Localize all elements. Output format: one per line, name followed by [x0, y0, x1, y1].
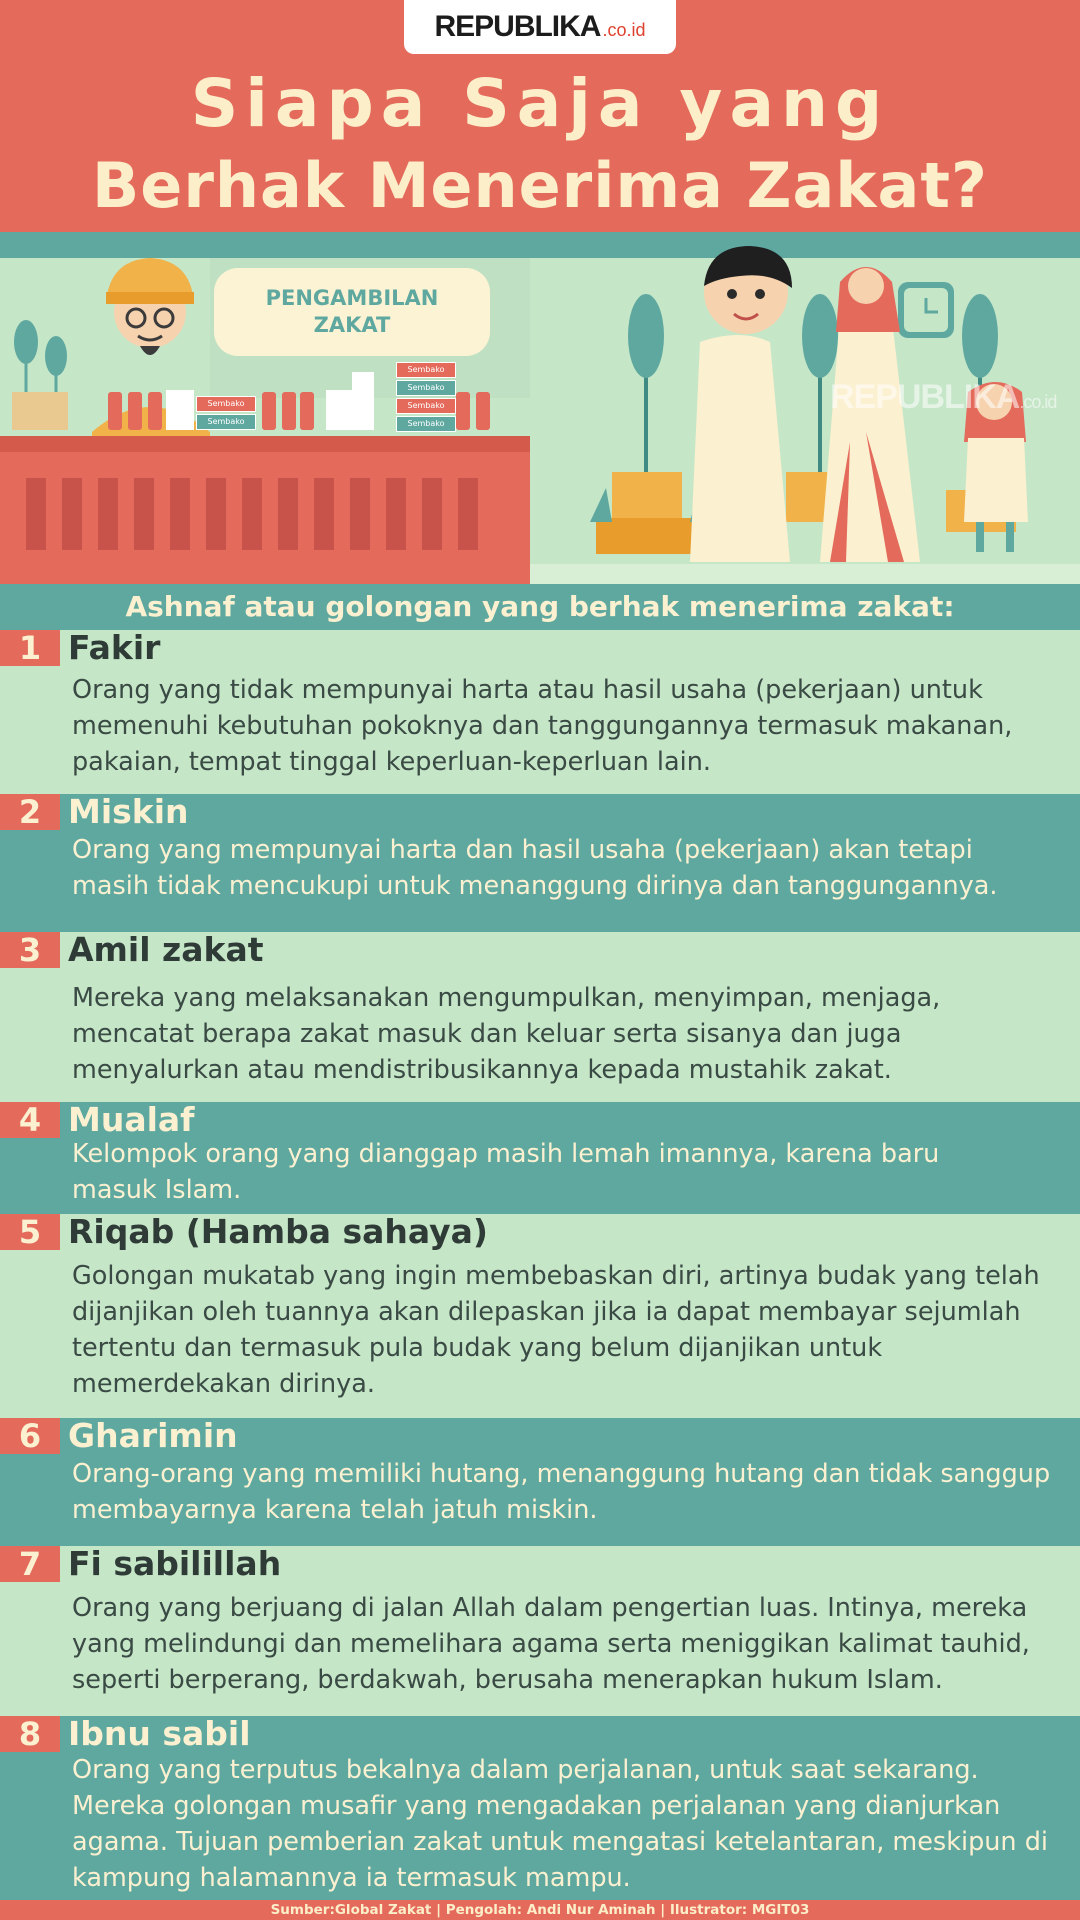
- description-line: Golongan mukatab yang ingin membebaskan diri, artinya budak yang telah: [72, 1261, 1040, 1291]
- description-line: yang melindungi dan memelihara agama serta meniggikan kalimat tauhid,: [72, 1629, 1030, 1659]
- logo-suffix: .co.id: [602, 19, 646, 40]
- item-title: Ibnu sabil: [68, 1714, 251, 1753]
- description-line: agama. Tujuan pemberian zakat untuk mengatasi ketelantaran, meskipun di: [72, 1827, 1048, 1857]
- description-line: membayarnya karena telah jatuh miskin.: [72, 1495, 598, 1525]
- item-number-badge: 6: [0, 1418, 60, 1454]
- item-description: [72, 1590, 1066, 1698]
- ashnaf-item-riqab: [0, 1214, 1080, 1418]
- source-credit: Sumber:Global Zakat | Pengolah: Andi Nur Aminah | Ilustrator: MGIT03: [0, 1900, 1080, 1920]
- description-line: Orang-orang yang memiliki hutang, menanggung hutang dan tidak sanggup: [72, 1459, 1051, 1489]
- header: [0, 0, 1080, 232]
- description-line: masih tidak mencukupi untuk menanggung dirinya dan tanggungannya.: [72, 871, 998, 901]
- description-line: Mereka yang melaksanakan mengumpulkan, menyimpan, menjaga,: [72, 983, 941, 1013]
- ashnaf-item-gharimin: [0, 1418, 1080, 1546]
- item-title: Miskin: [68, 792, 189, 831]
- description-line: Kelompok orang yang dianggap masih lemah imannya, karena baru: [72, 1139, 940, 1169]
- item-number-badge: 4: [0, 1102, 60, 1138]
- description-line: Orang yang berjuang di jalan Allah dalam pengertian luas. Intinya, mereka: [72, 1593, 1028, 1623]
- potted-plant-left-icon: [12, 320, 68, 430]
- item-number-badge: 5: [0, 1214, 60, 1250]
- ashnaf-item-ibnu-sabil: [0, 1716, 1080, 1900]
- watermark-main: REPUBLIKA: [830, 378, 1020, 416]
- ashnaf-item-fakir: [0, 630, 1080, 794]
- item-title: Gharimin: [68, 1416, 238, 1455]
- ashnaf-item-mualaf: [0, 1102, 1080, 1214]
- sign-line-1: PENGAMBILAN: [265, 286, 439, 310]
- description-line: memenuhi kebutuhan pokoknya dan tanggungannya termasuk makanan,: [72, 711, 1013, 741]
- description-line: seperti berperang, berdakwah, berusaha menerapkan hukum Islam.: [72, 1665, 943, 1695]
- republika-watermark: [830, 378, 1056, 417]
- description-line: menyalurkan atau mendistribusikannya kepada mustahik zakat.: [72, 1055, 892, 1085]
- sembako-box: Sembako: [396, 380, 456, 396]
- ashnaf-item-fi-sabilillah: [0, 1546, 1080, 1716]
- page-title-line-1: Siapa Saja yang: [190, 65, 890, 142]
- description-line: Mereka golongan musafir yang mengadakan perjalanan yang dianjurkan: [72, 1791, 1001, 1821]
- item-number-badge: 1: [0, 630, 60, 666]
- item-title: Riqab (Hamba sahaya): [68, 1212, 488, 1251]
- logo-text: REPUBLIKA: [434, 10, 601, 43]
- zakat-illustration: [0, 232, 1080, 584]
- description-line: Orang yang terputus bekalnya dalam perjalanan, untuk saat sekarang.: [72, 1755, 979, 1785]
- section-title: Ashnaf atau golongan yang berhak menerima zakat:: [0, 584, 1080, 630]
- sembako-box: Sembako: [196, 396, 256, 412]
- sembako-box: Sembako: [396, 398, 456, 414]
- zakat-counter: [0, 436, 530, 584]
- ashnaf-item-miskin: [0, 794, 1080, 932]
- description-line: masuk Islam.: [72, 1175, 242, 1205]
- man-figure: [690, 246, 792, 562]
- item-description: [72, 980, 1066, 1088]
- page-title-line-2: Berhak Menerima Zakat?: [92, 149, 988, 222]
- item-description: [72, 1258, 1066, 1402]
- sign-line-2: ZAKAT: [313, 313, 391, 337]
- description-line: tertentu dan termasuk pula budak yang belum dijanjikan untuk: [72, 1333, 883, 1363]
- description-line: dijanjikan oleh tuannya akan dilepaskan jika ia dapat membayar sejumlah: [72, 1297, 1021, 1327]
- item-title: Mualaf: [68, 1100, 195, 1139]
- description-line: mencatat berapa zakat masuk dan keluar serta sisanya dan juga: [72, 1019, 902, 1049]
- item-title: Fakir: [68, 628, 161, 667]
- sembako-box: Sembako: [396, 416, 456, 432]
- sembako-box: Sembako: [396, 362, 456, 378]
- sembako-box: Sembako: [196, 414, 256, 430]
- watermark-suffix: .co.id: [1019, 392, 1057, 412]
- item-description: [72, 1456, 1066, 1528]
- description-line: Orang yang mempunyai harta dan hasil usaha (pekerjaan) akan tetapi: [72, 835, 973, 865]
- description-line: kampung halamannya ia termasuk mampu.: [72, 1863, 631, 1893]
- item-number-badge: 2: [0, 794, 60, 830]
- item-title: Amil zakat: [68, 930, 264, 969]
- description-line: pakaian, tempat tinggal keperluan-keperluan lain.: [72, 747, 711, 777]
- item-description: [72, 1752, 1066, 1896]
- item-description: [72, 832, 1066, 904]
- item-title: Fi sabilillah: [68, 1544, 282, 1583]
- item-description: [72, 672, 1066, 780]
- item-number-badge: 3: [0, 932, 60, 968]
- item-number-badge: 8: [0, 1716, 60, 1752]
- ashnaf-item-amil-zakat: [0, 932, 1080, 1102]
- republika-logo[interactable]: [404, 0, 676, 54]
- pengambilan-zakat-sign: [214, 268, 490, 356]
- description-line: Orang yang tidak mempunyai harta atau hasil usaha (pekerjaan) untuk: [72, 675, 983, 705]
- item-number-badge: 7: [0, 1546, 60, 1582]
- item-description: [72, 1136, 1066, 1208]
- description-line: memerdekakan dirinya.: [72, 1369, 375, 1399]
